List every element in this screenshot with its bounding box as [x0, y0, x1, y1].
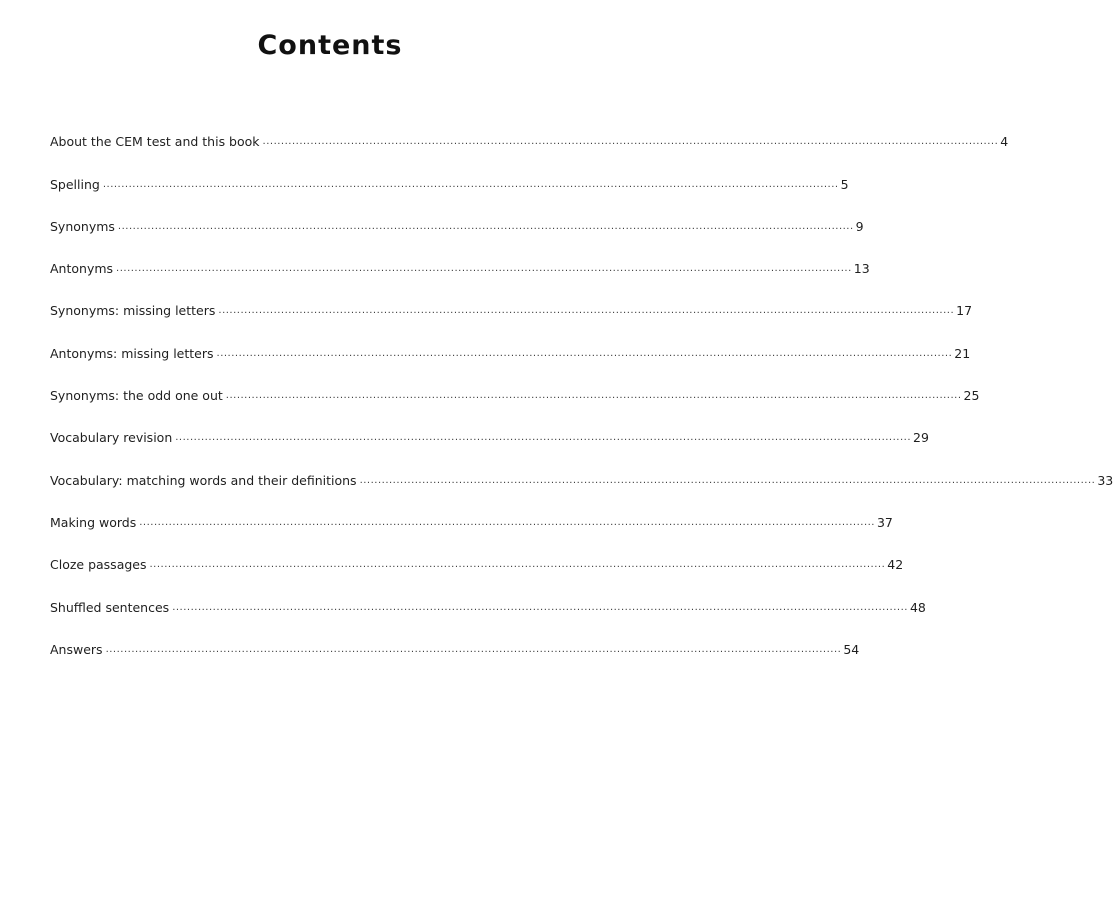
dot-leader: ........................................................................................................................................................................................................ [105, 643, 842, 655]
toc-entry-page: 4 [1000, 134, 1009, 150]
toc-entry-page: 17 [956, 303, 973, 319]
toc-entry-label: Vocabulary revision [50, 430, 173, 446]
dot-leader: ........................................................................................................................................................................................................ [225, 390, 962, 402]
toc-entry-page: 54 [843, 641, 860, 657]
dot-leader: ........................................................................................................................................................................................................ [102, 178, 839, 190]
toc-entry-page: 25 [963, 388, 980, 404]
toc-entry-shuffled-sentences [50, 578, 926, 620]
dot-leader: ........................................................................................................................................................................................................ [216, 347, 953, 359]
toc-entry-page: 21 [954, 345, 971, 361]
toc-entry-label: Synonyms: the odd one out [50, 388, 223, 404]
table-of-contents [50, 113, 1113, 663]
toc-entry-page: 33 [1097, 472, 1113, 488]
toc-entry-label: About the CEM test and this book [50, 134, 260, 150]
toc-entry-label: Synonyms: missing letters [50, 303, 216, 319]
dot-leader: ........................................................................................................................................................................................................ [262, 136, 999, 148]
toc-entry-vocabulary-matching [50, 451, 1113, 493]
dot-leader: ........................................................................................................................................................................................................ [117, 220, 854, 232]
toc-entry-page: 48 [909, 599, 926, 615]
toc-entry-page: 9 [855, 218, 864, 234]
toc-entry-label: Shuffled sentences [50, 599, 170, 615]
toc-entry-synonyms-missing-letters [50, 282, 973, 324]
toc-entry-label: Cloze passages [50, 557, 147, 573]
dot-leader: ........................................................................................................................................................................................................ [218, 305, 955, 317]
toc-entry-label: Synonyms [50, 218, 115, 234]
toc-entry-cloze-passages [50, 536, 904, 578]
toc-entry-making-words [50, 494, 893, 536]
toc-entry-label: Antonyms: missing letters [50, 345, 214, 361]
toc-entry-synonyms [50, 198, 864, 240]
toc-entry-spelling [50, 155, 849, 197]
dot-leader: ........................................................................................................................................................................................................ [175, 432, 911, 444]
dot-leader: ........................................................................................................................................................................................................ [139, 516, 875, 528]
toc-entry-about [50, 113, 1009, 155]
toc-entry-label: Answers [50, 641, 103, 657]
toc-entry-page: 42 [887, 557, 904, 573]
dot-leader: ........................................................................................................................................................................................................ [116, 263, 852, 275]
dot-leader: ........................................................................................................................................................................................................ [149, 559, 886, 571]
toc-entry-page: 5 [840, 176, 849, 192]
toc-entry-answers [50, 621, 860, 663]
toc-entry-synonyms-odd-one-out [50, 367, 980, 409]
toc-entry-label: Spelling [50, 176, 100, 192]
toc-entry-label: Making words [50, 514, 137, 530]
toc-entry-label: Antonyms [50, 261, 114, 277]
toc-entry-page: 37 [876, 514, 893, 530]
toc-entry-page: 29 [913, 430, 929, 446]
page-title: Contents [257, 30, 403, 61]
toc-entry-vocabulary-revision [50, 409, 929, 451]
toc-entry-page: 13 [853, 261, 870, 277]
toc-entry-label: Vocabulary: matching words and their definitions [50, 472, 357, 488]
dot-leader: ........................................................................................................................................................................................................ [359, 474, 1096, 486]
dot-leader: ........................................................................................................................................................................................................ [172, 601, 908, 613]
toc-entry-antonyms [50, 240, 870, 282]
toc-entry-antonyms-missing-letters [50, 324, 971, 366]
